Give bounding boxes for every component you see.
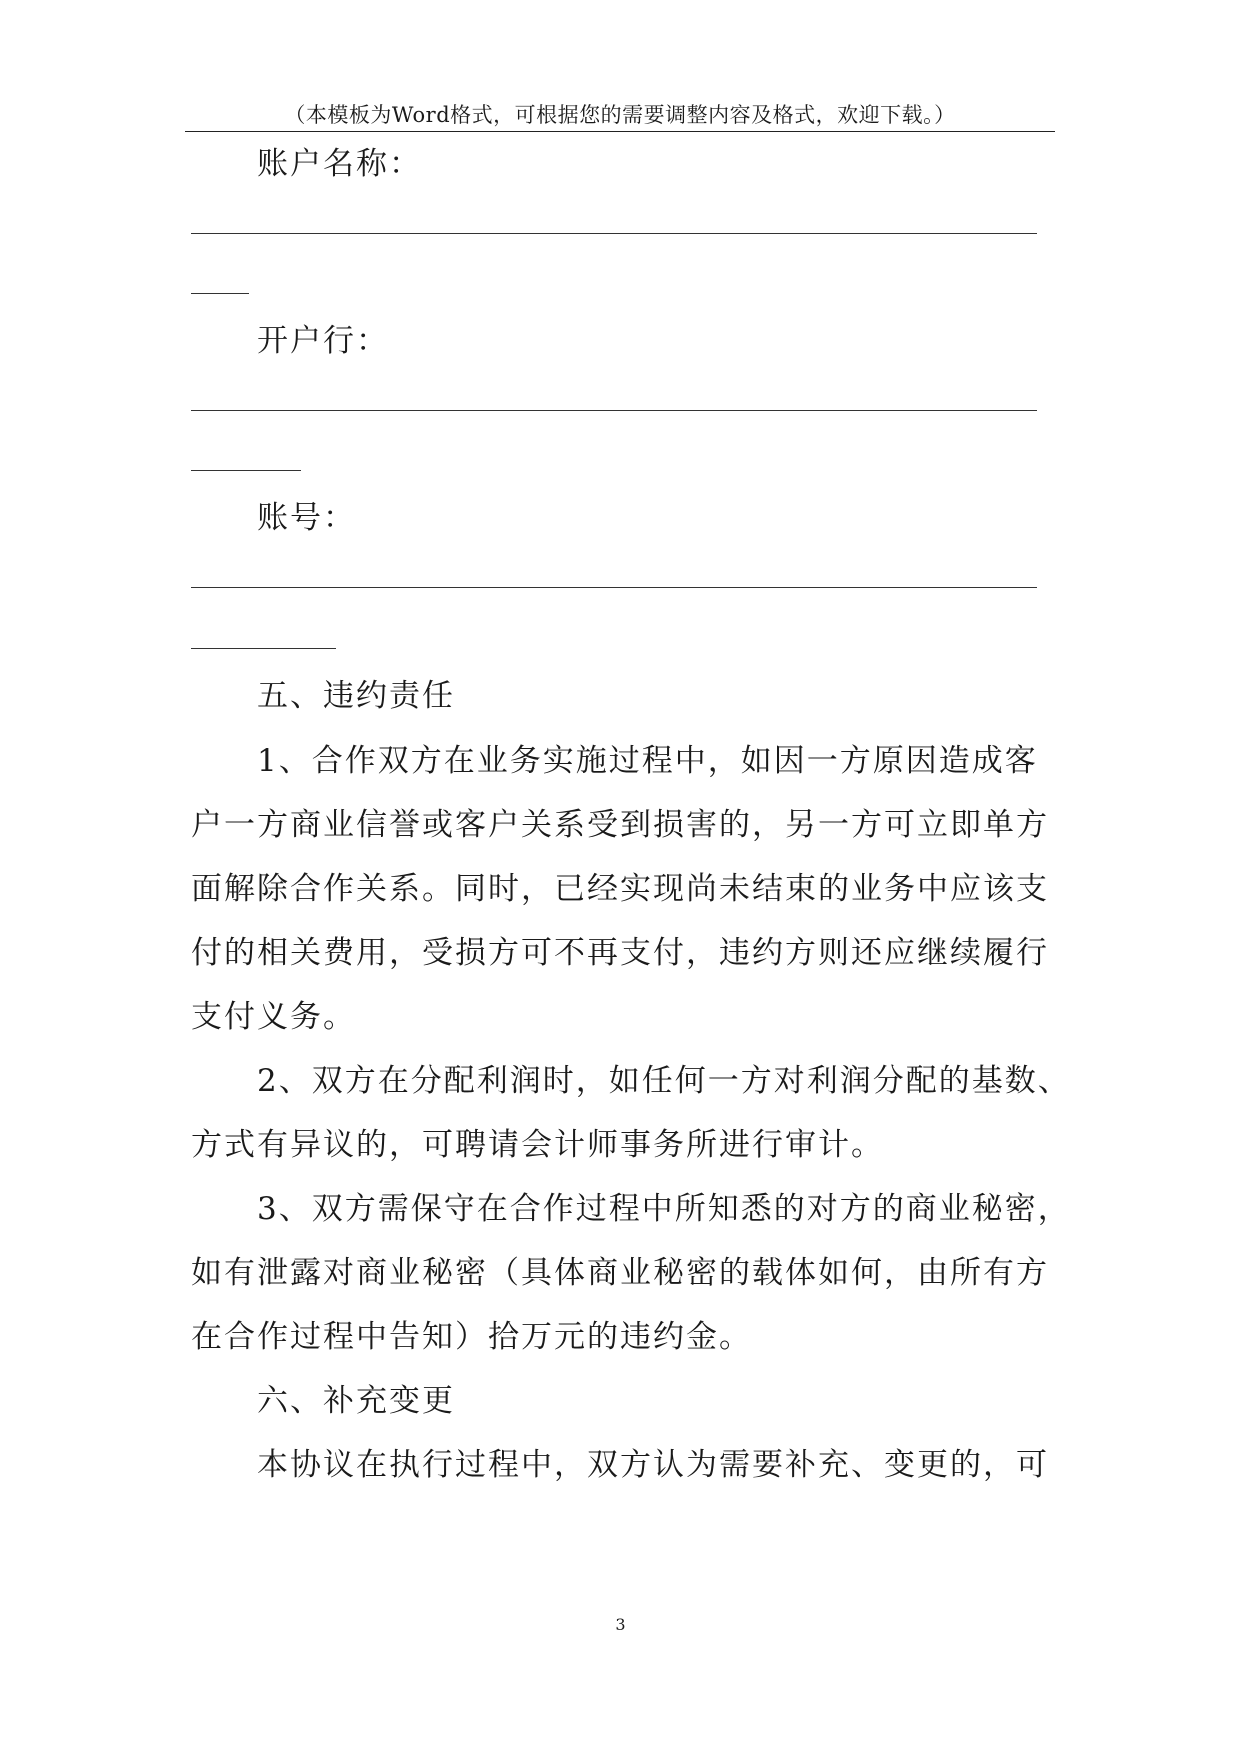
clause1-line: 户一方商业信誉或客户关系受到损害的，另一方可立即单方 [191,807,1049,843]
section6-text: 本协议在执行过程中，双方认为需要补充、变更的，可 [257,1447,1049,1483]
clause3-line: 如有泄露对商业秘密（具体商业秘密的载体如何，由所有方 [191,1255,1049,1291]
template-note: （本模板为Word格式，可根据您的需要调整内容及格式，欢迎下载。） [284,103,956,127]
bank-label: 开户行： [257,323,389,359]
clause1-line: 付的相关费用，受损方可不再支付，违约方则还应继续履行 [191,935,1049,971]
clause2-line: 方式有异议的，可聘请会计师事务所进行审计。 [191,1127,884,1163]
account-no-label: 账号： [257,500,356,536]
clause3-line: 在合作过程中告知）拾万元的违约金。 [191,1319,752,1355]
account-name-label: 账户名称： [257,146,422,182]
section6-title: 六、补充变更 [257,1383,455,1419]
header-divider [185,131,1055,132]
account-name-blank-line-continued[interactable] [191,293,249,294]
section5-title: 五、违约责任 [257,678,455,714]
clause1-line: 面解除合作关系。同时，已经实现尚未结束的业务中应该支 [191,871,1049,907]
bank-blank-line[interactable] [191,410,1037,411]
clause1-line: 支付义务。 [191,999,356,1035]
clause2-line: 2、双方在分配利润时，如任何一方对利润分配的基数、 [257,1063,1071,1099]
clause1-line: 1、合作双方在业务实施过程中，如因一方原因造成客 [257,743,1038,779]
account-no-blank-line[interactable] [191,587,1037,588]
clause3-line: 3、双方需保守在合作过程中所知悉的对方的商业秘密， [257,1191,1071,1227]
page-number: 3 [615,1615,626,1634]
account-name-blank-line[interactable] [191,233,1037,234]
bank-blank-line-continued[interactable] [191,470,301,471]
account-no-blank-line-continued[interactable] [191,648,336,649]
